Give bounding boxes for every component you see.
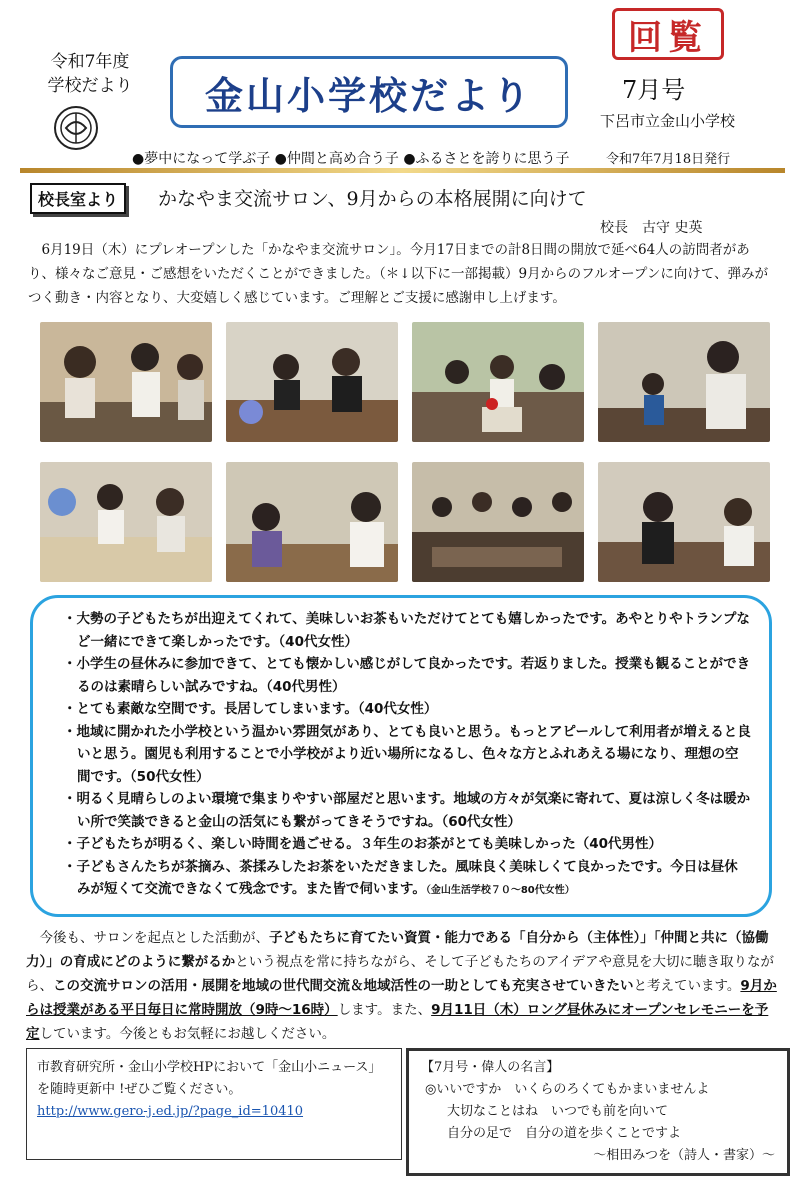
quote-line-1: ◎いいですか いくらのろくてもかまいませんよ	[425, 1082, 710, 1097]
article-intro: 6月19日（木）にプレオープンした「かなやま交流サロン」。今月17日までの計8日間の開放で延べ64人の訪問者があり、様々なご意見・ご感想をいただくことができました。（＊↓以下に一部掲載）9月からのフルオープンに向けて、弾みがつく動き・内容となり、大変嬉しく感じています。ご理解とご支援に感謝申し上げます。	[28, 242, 769, 306]
quote-attribution: ～相田みつを（詩人・書家）～	[593, 1148, 775, 1163]
photo-8	[598, 462, 770, 582]
photo-collage	[40, 322, 770, 584]
closing-text-2: という視点を常に持ちながら、そして子どもたちのアイデアや意見を大切に聴き取りながら、	[26, 954, 775, 994]
comment-list	[63, 608, 751, 903]
school-name: 下呂市立金山小学校	[600, 112, 736, 130]
photo-5	[40, 462, 212, 582]
school-goals: ●夢中になって学ぶ子 ●仲間と高め合う子 ●ふるさとを誇りに思う子	[132, 151, 570, 167]
closing-bold-3: 9月からは授業がある平日毎日に常時開放（9時～16時）	[26, 978, 777, 1018]
quote-box	[406, 1048, 790, 1176]
issue-number: 7月号	[622, 76, 686, 104]
photo-1	[40, 322, 212, 442]
comment-attribution: （金山生活学校７０～80代女性）	[425, 885, 575, 896]
school-emblem-icon	[52, 104, 100, 152]
comment-text: 子どもさんたちが茶摘み、茶揉みしたお茶をいただきました。風味良く美味しくて良かったです。今日は昼休みが短くて交流できなくて残念です。また皆で伺います。	[76, 858, 738, 897]
closing-paragraph	[26, 926, 778, 1046]
newsletter-title: 金山小学校だより	[204, 73, 533, 118]
website-info-box	[26, 1048, 402, 1160]
photo-4	[598, 322, 770, 442]
newsletter-title-box	[170, 56, 568, 128]
photo-7	[412, 462, 584, 582]
year-line-1: 令和7年度	[50, 52, 130, 72]
list-item: ・ 明るく見晴らしのよい環境で集まりやすい部屋だと思います。地域の方々が気楽に寄れて、夏は涼しく冬は暖かい所で笑談できると金山の活気にも繋がってきそうですね。（60代女性）	[63, 788, 751, 833]
website-info-text: 市教育研究所・金山小学校HPにおいて「金山小ニュース」を随時更新中 !ぜひご覧ください。	[37, 1060, 382, 1097]
closing-text-4: します。また、	[337, 1002, 432, 1018]
publish-date: 令和7年7月18日発行	[606, 152, 731, 167]
photo-2	[226, 322, 398, 442]
photo-6	[226, 462, 398, 582]
list-item: ・ 子どもたちが明るく、楽しい時間を過ごせる。３年生のお茶がとても美味しかった（40代男性）	[63, 833, 751, 856]
visitor-comments-box	[30, 595, 772, 917]
year-line-2: 学校だより	[47, 76, 133, 96]
quote-title: 【7月号・偉人の名言】	[421, 1060, 560, 1075]
photo-3	[412, 322, 584, 442]
article-headline: かなやま交流サロン、9月からの本格展開に向けて	[158, 188, 587, 210]
year-label	[30, 50, 150, 98]
list-item: ・ 大勢の子どもたちが出迎えてくれて、美味しいお茶もいただけてとても嬉しかったです。あやとりやトランプなど一緒にできて楽しかったです。（40代女性）	[63, 608, 751, 653]
section-label: 校長室より	[30, 183, 126, 214]
quote-line-2: 大切なことはね いつでも前を向いて	[447, 1104, 669, 1119]
closing-text-1: 今後も、サロンを起点とした活動が、	[39, 930, 269, 946]
list-item: ・ とても素敵な空間です。長居してしまいます。（40代女性）	[63, 698, 751, 721]
closing-text-3: と考えています。	[633, 978, 741, 994]
article-author: 校長 古守 史英	[600, 220, 703, 236]
quote-line-3: 自分の足で 自分の道を歩くことですよ	[447, 1126, 682, 1141]
list-item	[63, 856, 751, 903]
website-link[interactable]: http://www.gero-j.ed.jp/?page_id=10410	[37, 1104, 304, 1119]
closing-text-5: しています。今後ともお気軽にお越しください。	[39, 1026, 336, 1042]
list-item: ・ 小学生の昼休みに参加できて、とても懐かしい感じがして良かったです。若返りました。授業も観ることができるのは素晴らしい試みですね。（40代男性）	[63, 653, 751, 698]
header-divider	[20, 168, 785, 173]
list-item: ・ 地域に開かれた小学校という温かい雰囲気があり、とても良いと思う。もっとアピールして利用者が増えると良いと思う。園児も利用することで小学校がより近い場所になるし、色々な方とふれあえる場になり、理想の空間です。（50代女性）	[63, 721, 751, 789]
circulation-stamp: 回覧	[612, 8, 724, 60]
closing-bold-2: この交流サロンの活用・展開を地域の世代間交流＆地域活性の一助としても充実させていきたい	[53, 978, 634, 994]
closing-bold-1: 子どもたちに育てたい資質・能力である「自分から（主体性）」「仲間と共に（協働力）」の育成にどのように繋がるか	[26, 930, 769, 970]
closing-bold-4: 9月11日（木）ロング昼休みにオープンセレモニーを予定	[26, 1002, 769, 1042]
